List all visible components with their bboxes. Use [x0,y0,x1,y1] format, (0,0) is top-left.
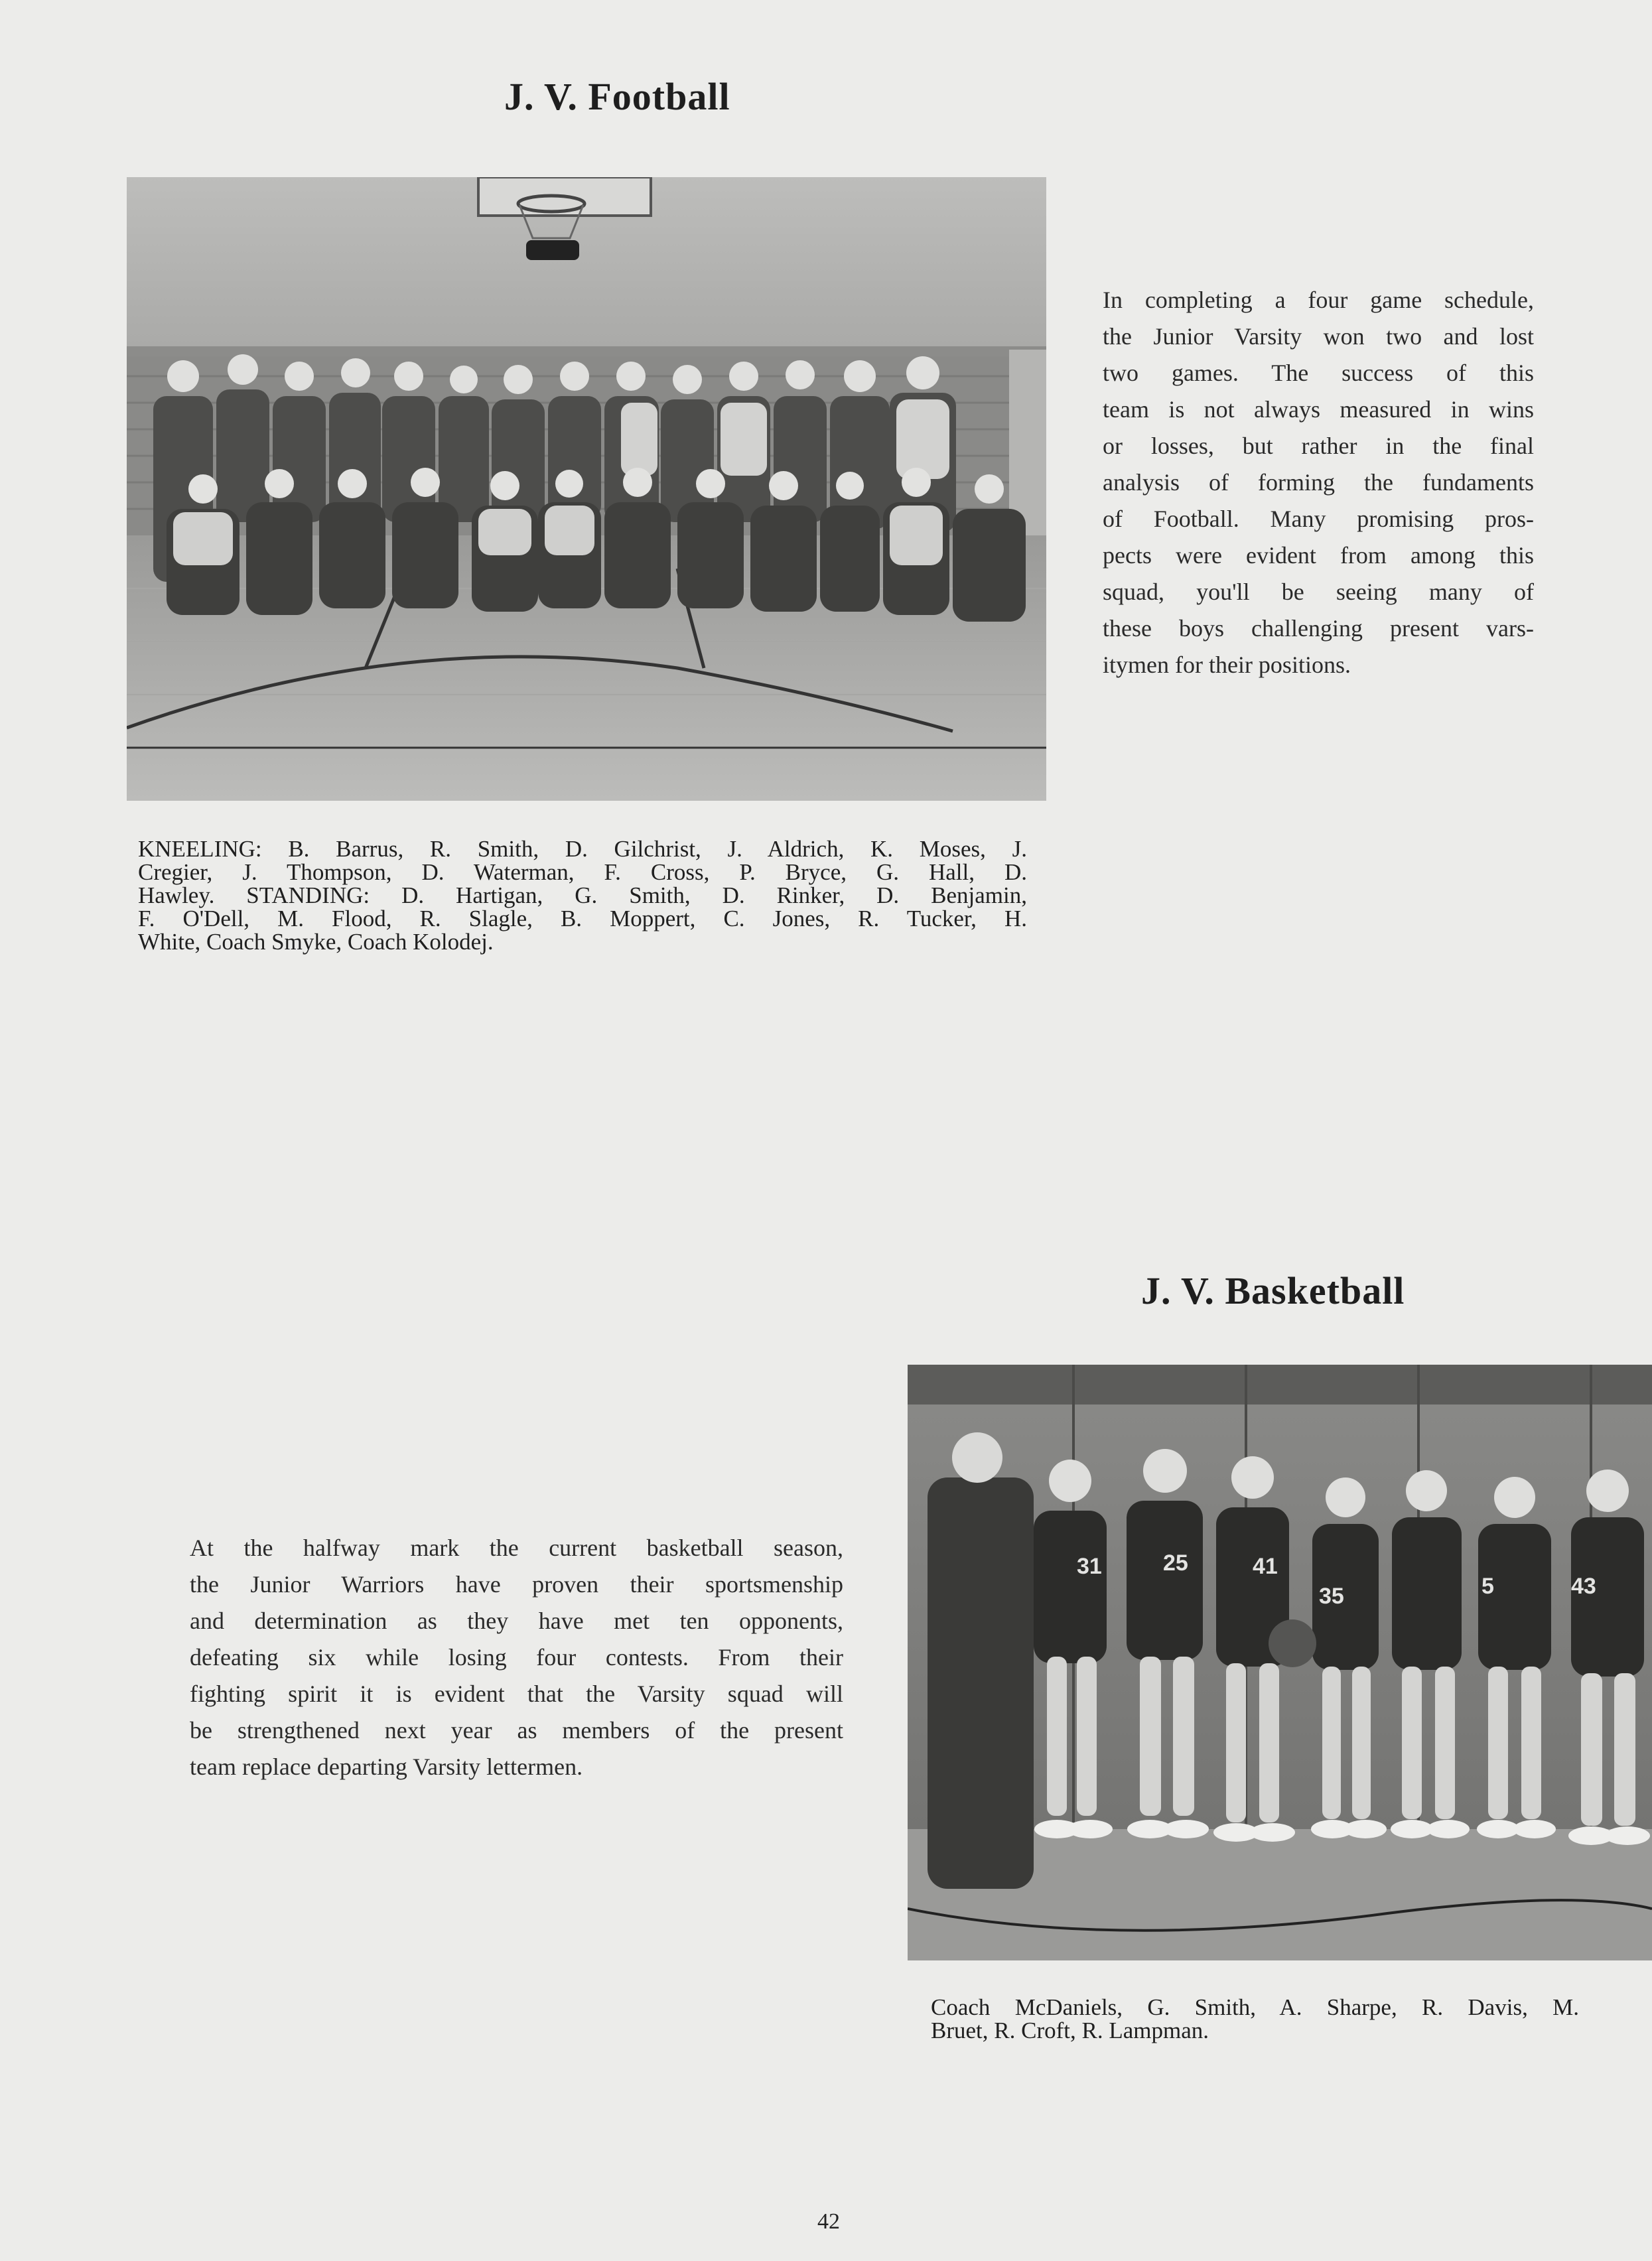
football-summary-line: the Junior Varsity won two and lost [1103,323,1534,350]
basketball-summary-line: defeating six while losing four contests. From their [190,1644,843,1671]
basketball-summary [190,1530,843,1785]
football-summary-line: In completing a four game schedule, [1103,287,1534,313]
jersey-number: 43 [1571,1574,1596,1599]
basketball-summary-line: At the halfway mark the current basketball season, [190,1535,843,1561]
football-summary [1103,282,1534,683]
football-caption-line: KNEELING: B. Barrus, R. Smith, D. Gilchrist, J. Aldrich, K. Moses, J. [138,836,1027,862]
football-caption-line: White, Coach Smyke, Coach Kolodej. [138,929,494,955]
football-caption-line: F. O'Dell, M. Flood, R. Slagle, B. Moppert, C. Jones, R. Tucker, H. [138,906,1027,931]
football-caption [138,837,1027,953]
jersey-number: 35 [1319,1584,1344,1609]
football-summary-line: of Football. Many promising pros- [1103,506,1534,532]
football-team-photo [127,177,1046,801]
jersey-number: 5 [1481,1574,1494,1599]
basketball-title: J. V. Basketball [1141,1269,1405,1312]
jersey-number: 25 [1163,1550,1188,1576]
football-summary-line: these boys challenging present vars- [1103,615,1534,642]
football-summary-line: or losses, but rather in the final [1103,433,1534,459]
basketball-summary-line: the Junior Warriors have proven their sportsmenship [190,1571,843,1598]
basketball-caption [931,1996,1579,2042]
basketball-summary-line: team replace departing Varsity lettermen. [190,1753,583,1780]
basketball-summary-line: and determination as they have met ten opponents, [190,1608,843,1634]
football-summary-line: team is not always measured in wins [1103,396,1534,423]
football-summary-line: itymen for their positions. [1103,651,1351,678]
jersey-number: 41 [1253,1554,1278,1579]
basketball-summary-line: be strengthened next year as members of the present [190,1717,843,1744]
football-title: J. V. Football [504,75,730,118]
football-summary-line: two games. The success of this [1103,360,1534,386]
basketball-caption-line: Coach McDaniels, G. Smith, A. Sharpe, R. Davis, M. [931,1994,1579,2020]
page-number: 42 [817,2209,840,2234]
football-caption-line: Cregier, J. Thompson, D. Waterman, F. Cross, P. Bryce, G. Hall, D. [138,859,1027,885]
football-caption-line: Hawley. STANDING: D. Hartigan, G. Smith, D. Rinker, D. Benjamin, [138,882,1027,908]
football-summary-line: squad, you'll be seeing many of [1103,579,1534,605]
football-summary-line: analysis of forming the fundaments [1103,469,1534,496]
basketball-photo-image [908,1365,1652,1960]
football-photo-image [127,177,1046,801]
football-summary-line: pects were evident from among this [1103,542,1534,569]
basketball-team-photo [908,1365,1652,1960]
basketball-summary-line: fighting spirit it is evident that the Varsity squad will [190,1680,843,1707]
basketball-caption-line: Bruet, R. Croft, R. Lampman. [931,2018,1209,2043]
jersey-number: 31 [1077,1554,1102,1579]
